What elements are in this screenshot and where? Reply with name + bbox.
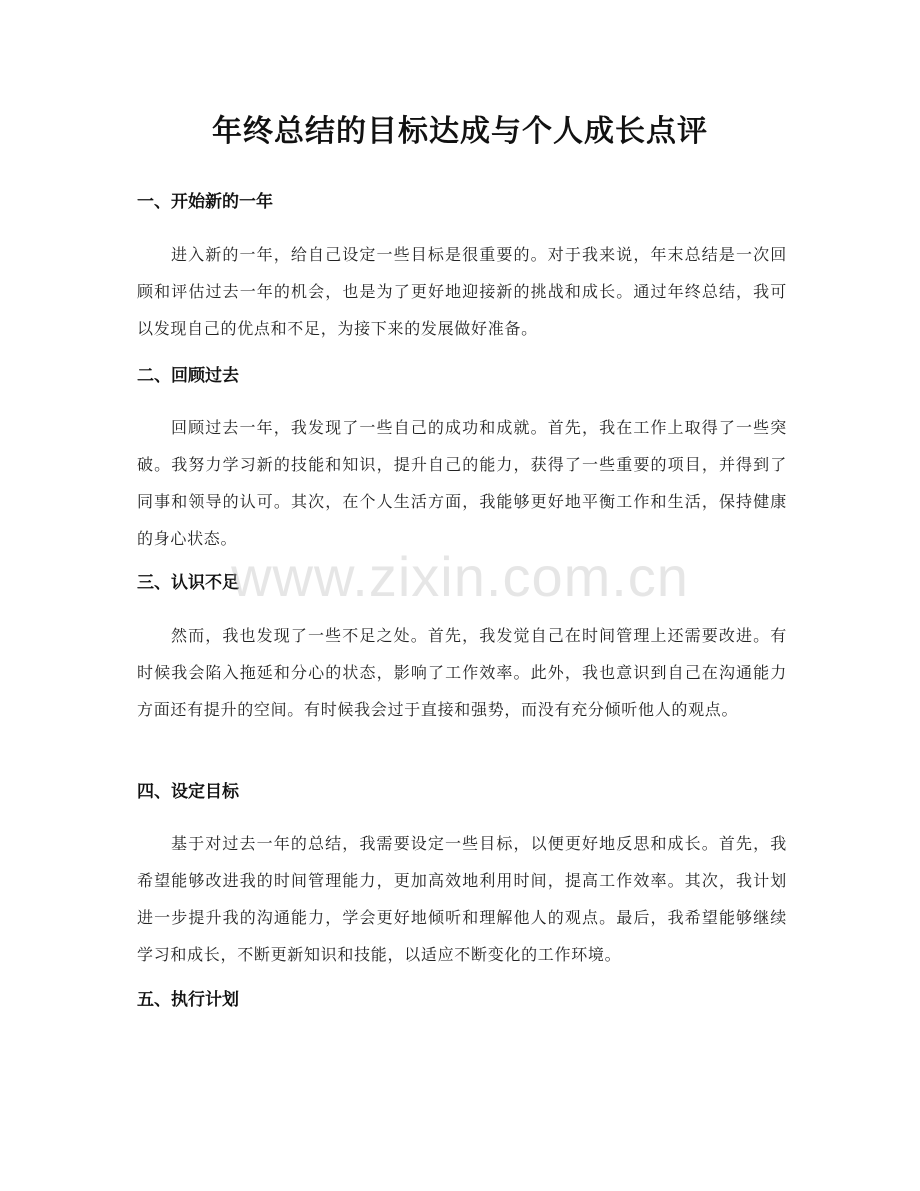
section-heading-1: 一、开始新的一年	[137, 192, 273, 212]
section-paragraph-1: 进入新的一年，给自己设定一些目标是很重要的。对于我来说，年末总结是一次回顾和评估过去一年的机会，也是为了更好地迎接新的挑战和成长。通过年终总结，我可以发现自己的优点和不足，为接下来的发展做好准备。	[137, 245, 787, 338]
section-paragraph-3: 然而，我也发现了一些不足之处。首先，我发觉自己在时间管理上还需要改进。有时候我会陷入拖延和分心的状态，影响了工作效率。此外，我也意识到自己在沟通能力方面还有提升的空间。有时候我会过于直接和强势，而没有充分倾听他人的观点。	[137, 626, 787, 719]
page-title: 年终总结的目标达成与个人成长点评	[212, 114, 708, 149]
section-heading-3: 三、认识不足	[137, 573, 239, 593]
section-paragraph-4: 基于对过去一年的总结，我需要设定一些目标，以便更好地反思和成长。首先，我希望能够改进我的时间管理能力，更加高效地利用时间，提高工作效率。其次，我计划进一步提升我的沟通能力，学会更好地倾听和理解他人的观点。最后，我希望能够继续学习和成长，不断更新知识和技能，以适应不断变化的工作环境。	[137, 834, 787, 964]
section-heading-2: 二、回顾过去	[137, 366, 239, 386]
section-heading-5: 五、执行计划	[137, 990, 239, 1010]
watermark: www.zixin.com.cn	[231, 545, 689, 608]
section-paragraph-2: 回顾过去一年，我发现了一些自己的成功和成就。首先，我在工作上取得了一些突破。我努力学习新的技能和知识，提升自己的能力，获得了一些重要的项目，并得到了同事和领导的认可。其次，在个人生活方面，我能够更好地平衡工作和生活，保持健康的身心状态。	[137, 418, 787, 548]
section-heading-4: 四、设定目标	[137, 782, 239, 802]
